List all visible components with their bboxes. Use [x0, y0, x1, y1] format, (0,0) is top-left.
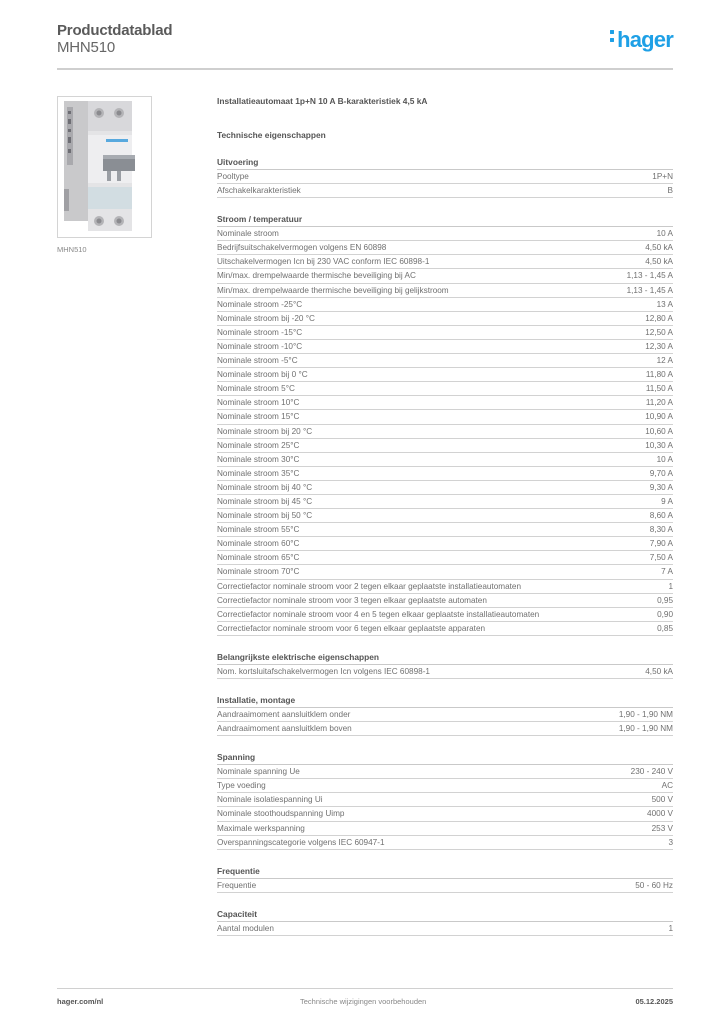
property-label: Nominale stroom -15°C — [217, 327, 303, 337]
group-title: Uitvoering — [217, 156, 673, 170]
property-value: 0,90 — [657, 609, 673, 619]
property-value: 4,50 kA — [645, 243, 673, 253]
table-row — [217, 779, 673, 793]
table-row — [217, 368, 673, 382]
table-row — [217, 509, 673, 523]
property-groups — [217, 156, 673, 936]
property-label: Maximale werkspanning — [217, 823, 305, 833]
property-value: 9 A — [661, 496, 673, 506]
product-name: Installatieautomaat 1p+N 10 A B-karakteristiek 4,5 kA — [217, 96, 428, 106]
table-row — [217, 326, 673, 340]
table-row — [217, 793, 673, 807]
property-value: B — [667, 186, 673, 196]
property-label: Nominale stroom 5°C — [217, 384, 295, 394]
property-label: Nominale stroom -5°C — [217, 356, 298, 366]
table-row — [217, 565, 673, 579]
property-label: Nominale stroom bij -20 °C — [217, 313, 315, 323]
property-value: 1 — [668, 923, 673, 933]
table-row — [217, 879, 673, 893]
property-value: 1,90 - 1,90 NM — [618, 710, 673, 719]
property-value: 1,13 - 1,45 A — [626, 271, 673, 281]
table-row — [217, 284, 673, 298]
property-label: Nominale stroom 35°C — [217, 468, 300, 478]
table-row — [217, 354, 673, 368]
property-value: 4,50 kA — [645, 257, 673, 267]
property-group — [217, 751, 673, 850]
footer-date: 05.12.2025 — [635, 997, 673, 1006]
table-row — [217, 227, 673, 241]
property-value: 11,80 A — [645, 370, 673, 380]
property-value: 11,50 A — [645, 384, 673, 394]
product-image-caption: MHN510 — [57, 245, 87, 254]
property-group — [217, 156, 673, 198]
property-label: Nominale stroom bij 40 °C — [217, 482, 313, 492]
hager-logo — [610, 27, 673, 53]
property-value: 10,60 A — [645, 426, 673, 436]
group-title: Spanning — [217, 751, 673, 765]
property-value: 12,80 A — [645, 313, 673, 323]
property-label: Aantal modulen — [217, 923, 274, 933]
product-code: MHN510 — [57, 39, 115, 56]
property-value: 1,13 - 1,45 A — [626, 285, 673, 295]
technical-properties — [217, 95, 673, 936]
table-row — [217, 708, 673, 722]
circuit-breaker-icon — [58, 97, 151, 237]
property-label: Correctiefactor nominale stroom voor 3 tegen elkaar geplaatste automaten — [217, 595, 487, 605]
property-value: 10 A — [656, 229, 673, 239]
property-value: 3 — [668, 837, 673, 847]
table-row — [217, 807, 673, 821]
table-row — [217, 523, 673, 537]
table-row — [217, 439, 673, 453]
property-label: Nominale stoothoudspanning Uimp — [217, 809, 345, 819]
property-label: Nominale stroom 65°C — [217, 553, 300, 563]
property-label: Nominale stroom -25°C — [217, 299, 303, 309]
table-row — [217, 269, 673, 283]
table-row — [217, 722, 673, 736]
property-label: Nominale stroom — [217, 229, 279, 239]
property-value: 50 - 60 Hz — [635, 880, 673, 890]
group-title: Frequentie — [217, 865, 673, 879]
property-label: Nominale stroom 10°C — [217, 398, 300, 408]
footer-disclaimer: Technische wijzigingen voorbehouden — [300, 997, 427, 1006]
property-value: 10,30 A — [645, 440, 673, 450]
property-value: 12,30 A — [645, 341, 673, 351]
table-row — [217, 481, 673, 495]
table-row — [217, 170, 673, 184]
property-label: Afschakelkarakteristiek — [217, 186, 301, 196]
property-value: 1,90 - 1,90 NM — [618, 724, 673, 734]
property-value: 9,70 A — [649, 468, 673, 478]
property-label: Correctiefactor nominale stroom voor 2 tegen elkaar geplaatste installatieautomaten — [217, 581, 522, 591]
property-label: Pooltype — [217, 172, 249, 181]
property-label: Nominale isolatiespanning Ui — [217, 795, 323, 805]
property-value: 0,85 — [657, 623, 673, 633]
property-value: 4000 V — [647, 809, 673, 819]
property-value: 1 — [668, 581, 673, 591]
page-header — [57, 20, 673, 68]
property-label: Min/max. drempelwaarde thermische beveiliging bij gelijkstroom — [217, 285, 449, 295]
table-row — [217, 410, 673, 424]
property-label: Correctiefactor nominale stroom voor 4 en 5 tegen elkaar geplaatste installatieautomaten — [217, 609, 540, 619]
table-row — [217, 608, 673, 622]
property-label: Nominale stroom 70°C — [217, 567, 300, 577]
property-label: Nominale stroom -10°C — [217, 341, 303, 351]
footer-website-link[interactable]: hager.com/nl — [57, 997, 104, 1006]
property-value: 0,95 — [657, 595, 673, 605]
property-value: 10,90 A — [645, 412, 673, 422]
property-label: Type voeding — [217, 781, 266, 791]
table-row — [217, 467, 673, 481]
property-value: 7 A — [661, 567, 673, 577]
property-value: 500 V — [651, 795, 673, 805]
table-row — [217, 340, 673, 354]
property-label: Correctiefactor nominale stroom voor 6 tegen elkaar geplaatste apparaten — [217, 623, 486, 633]
table-row — [217, 922, 673, 936]
property-group — [217, 908, 673, 936]
property-value: 12,50 A — [645, 327, 673, 337]
table-row — [217, 241, 673, 255]
property-label: Aandraaimoment aansluitklem onder — [217, 710, 351, 719]
property-label: Min/max. drempelwaarde thermische beveiliging bij AC — [217, 271, 416, 281]
table-row — [217, 622, 673, 636]
property-value: 8,30 A — [649, 525, 673, 535]
table-row — [217, 495, 673, 509]
property-label: Nominale stroom 30°C — [217, 454, 300, 464]
property-value: 12 A — [656, 356, 673, 366]
property-value: 10 A — [656, 454, 673, 464]
property-label: Nominale stroom bij 45 °C — [217, 496, 313, 506]
property-label: Overspanningscategorie volgens IEC 60947-1 — [217, 837, 385, 847]
property-value: 7,90 A — [649, 539, 673, 549]
group-title: Capaciteit — [217, 908, 673, 922]
table-row — [217, 425, 673, 439]
property-value: 13 A — [656, 299, 673, 309]
property-group — [217, 694, 673, 736]
property-value: 253 V — [651, 823, 673, 833]
property-label: Nominale stroom bij 20 °C — [217, 426, 313, 436]
property-group — [217, 651, 673, 679]
logo-text: hager — [617, 27, 673, 52]
property-value: 11,20 A — [645, 398, 673, 408]
property-label: Nominale stroom 25°C — [217, 440, 300, 450]
property-group — [217, 213, 673, 636]
property-group — [217, 865, 673, 893]
property-value: 7,50 A — [649, 553, 673, 563]
table-row — [217, 184, 673, 198]
document-title: Productdatablad — [57, 22, 173, 39]
table-row — [217, 580, 673, 594]
table-row — [217, 665, 673, 679]
property-label: Nom. kortsluitafschakelvermogen Icn volgens IEC 60898-1 — [217, 666, 430, 676]
table-row — [217, 255, 673, 269]
property-label: Frequentie — [217, 880, 257, 890]
table-row — [217, 382, 673, 396]
table-row — [217, 836, 673, 850]
property-label: Nominale stroom bij 50 °C — [217, 511, 313, 521]
group-title: Stroom / temperatuur — [217, 213, 673, 227]
section-heading: Technische eigenschappen — [217, 130, 326, 140]
property-label: Nominale stroom 60°C — [217, 539, 300, 549]
table-row — [217, 312, 673, 326]
logo-colon-icon — [610, 26, 615, 46]
property-label: Nominale spanning Ue — [217, 767, 300, 777]
property-label: Nominale stroom bij 0 °C — [217, 370, 308, 380]
property-label: Bedrijfsuitschakelvermogen volgens EN 60898 — [217, 243, 387, 253]
table-row — [217, 594, 673, 608]
header-divider — [57, 68, 673, 70]
group-title: Belangrijkste elektrische eigenschappen — [217, 651, 673, 665]
table-row — [217, 551, 673, 565]
property-label: Aandraaimoment aansluitklem boven — [217, 724, 352, 734]
property-value: 9,30 A — [649, 482, 673, 492]
table-row — [217, 453, 673, 467]
product-image — [57, 96, 152, 238]
property-value: AC — [661, 781, 673, 791]
table-row — [217, 765, 673, 779]
property-value: 230 - 240 V — [630, 767, 673, 777]
property-value: 4,50 kA — [645, 666, 673, 676]
property-label: Uitschakelvermogen Icn bij 230 VAC conform IEC 60898-1 — [217, 257, 430, 267]
property-label: Nominale stroom 15°C — [217, 412, 300, 422]
table-row — [217, 396, 673, 410]
table-row — [217, 822, 673, 836]
property-label: Nominale stroom 55°C — [217, 525, 300, 535]
property-value: 8,60 A — [649, 511, 673, 521]
group-title: Installatie, montage — [217, 694, 673, 708]
property-value: 1P+N — [652, 172, 673, 181]
table-row — [217, 537, 673, 551]
table-row — [217, 298, 673, 312]
footer-divider — [57, 988, 673, 989]
